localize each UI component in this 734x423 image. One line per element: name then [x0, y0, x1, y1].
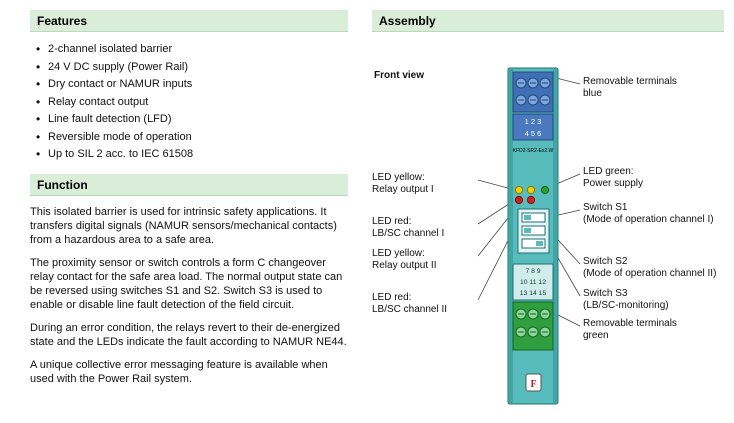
pepperl-fuchs-logo-letter: F [530, 379, 537, 390]
switch-block [518, 209, 549, 253]
assembly-column [372, 10, 724, 413]
callout-line: Removable terminals [583, 76, 677, 87]
leader-terminals-blue [556, 78, 580, 84]
function-title: Function [37, 177, 88, 192]
callout-led-red-2 [372, 292, 476, 315]
callout-line: Switch S3 [583, 288, 628, 299]
function-paragraph: A unique collective error messaging feature is available when used with the Power Rail system. [30, 358, 328, 385]
features-title: Features [37, 14, 88, 28]
callout-line: Relay output I [372, 183, 434, 195]
feature-item: • 2-channel isolated barrier [36, 41, 348, 59]
callout-line: green [583, 329, 609, 341]
callout-line: Removable terminals [583, 318, 677, 329]
function-text [30, 205, 348, 386]
callout-line: Switch S2 [583, 256, 628, 267]
feature-item: • Line fault detection (LFD) [36, 111, 348, 129]
callout-line: (LB/SC-monitoring) [583, 299, 669, 311]
feature-item: • Up to SIL 2 acc. to IEC 61508 [36, 146, 348, 164]
features-list [30, 41, 348, 164]
callout-removable-terminals-blue [583, 76, 677, 99]
bottom-terminal-block-green [513, 302, 553, 350]
switch-s3-slider[interactable] [536, 241, 543, 246]
led-yellow-relay-output-1 [515, 186, 522, 193]
callout-led-red-1 [372, 216, 476, 239]
callout-led-yellow-2 [372, 248, 476, 271]
led-red-lbsc-channel-1 [515, 196, 522, 203]
led-yellow-relay-output-2 [527, 186, 534, 193]
feature-item: • 24 V DC supply (Power Rail) [36, 59, 348, 77]
callout-switch-s1 [583, 202, 714, 225]
module-rail-right [553, 69, 557, 403]
function-paragraph: This isolated barrier is used for intrinsic safety applications. It transfers digital signals (NAMUR sensors/mechanical contacts) from a hazardous area to a safe area. [30, 205, 337, 246]
top-terminal-numbers [513, 114, 553, 140]
front-view-label: Front view [374, 70, 425, 81]
assembly-title: Assembly [379, 14, 436, 28]
top-terminal-block-blue [513, 72, 553, 112]
module-lower-housing [526, 374, 541, 391]
callout-switch-s3 [583, 288, 669, 311]
terminal-numbers-7-9: 7 8 9 [525, 268, 541, 275]
led-green-power-supply [541, 186, 548, 193]
barrier-module [508, 68, 558, 404]
function-paragraph: The proximity sensor or switch controls a form C changeover relay contact for the safe area load. The normal output state can be reversed using switches S1 and S2. Switch S3 is used to enable or disable line fault detection of the field circuit. [30, 256, 343, 311]
callout-line: LED yellow: [372, 172, 425, 183]
callout-line: Switch S1 [583, 202, 628, 213]
callout-line: blue [583, 87, 602, 99]
switch-s1-slider[interactable] [524, 215, 531, 220]
switch-s2-slider[interactable] [524, 228, 531, 233]
callout-line: LED red: [372, 292, 412, 303]
callout-led-green [583, 166, 643, 189]
callout-line: (Mode of operation channel I) [583, 213, 714, 225]
callout-line: (Mode of operation channel II) [583, 267, 717, 279]
left-column [30, 10, 348, 395]
callout-line: Relay output II [372, 259, 437, 271]
bottom-terminal-numbers [513, 264, 553, 300]
callout-line: LED yellow: [372, 248, 425, 259]
features-header [30, 10, 348, 32]
device-model-label: KFD2-SR2-Ex2.W [512, 148, 554, 154]
terminal-numbers-13-15: 13 14 15 [519, 290, 547, 297]
terminal-numbers-1-3: 1 2 3 [524, 117, 542, 126]
callout-removable-terminals-green [583, 318, 677, 341]
callout-line: Power supply [583, 177, 644, 189]
callout-switch-s2 [583, 256, 716, 279]
feature-item: • Relay contact output [36, 94, 348, 112]
leader-terminals-green [556, 314, 580, 326]
callout-line: LED red: [372, 216, 412, 227]
terminal-numbers-4-6: 4 5 6 [524, 129, 542, 138]
led-red-lbsc-channel-2 [527, 196, 534, 203]
feature-item: • Reversible mode of operation [36, 129, 348, 147]
function-header [30, 174, 348, 196]
feature-item: • Dry contact or NAMUR inputs [36, 76, 348, 94]
callout-line: LB/SC channel II [372, 303, 448, 315]
callout-line: LED green: [583, 166, 634, 177]
callout-led-yellow-1 [372, 172, 476, 195]
terminal-numbers-10-12: 10 11 12 [520, 279, 546, 286]
module-rail-left [509, 69, 513, 403]
function-paragraph: During an error condition, the relays revert to their de-energized state and the LEDs indicate the fault according to NAMUR NE44. [30, 321, 347, 348]
callout-line: LB/SC channel I [372, 227, 445, 239]
